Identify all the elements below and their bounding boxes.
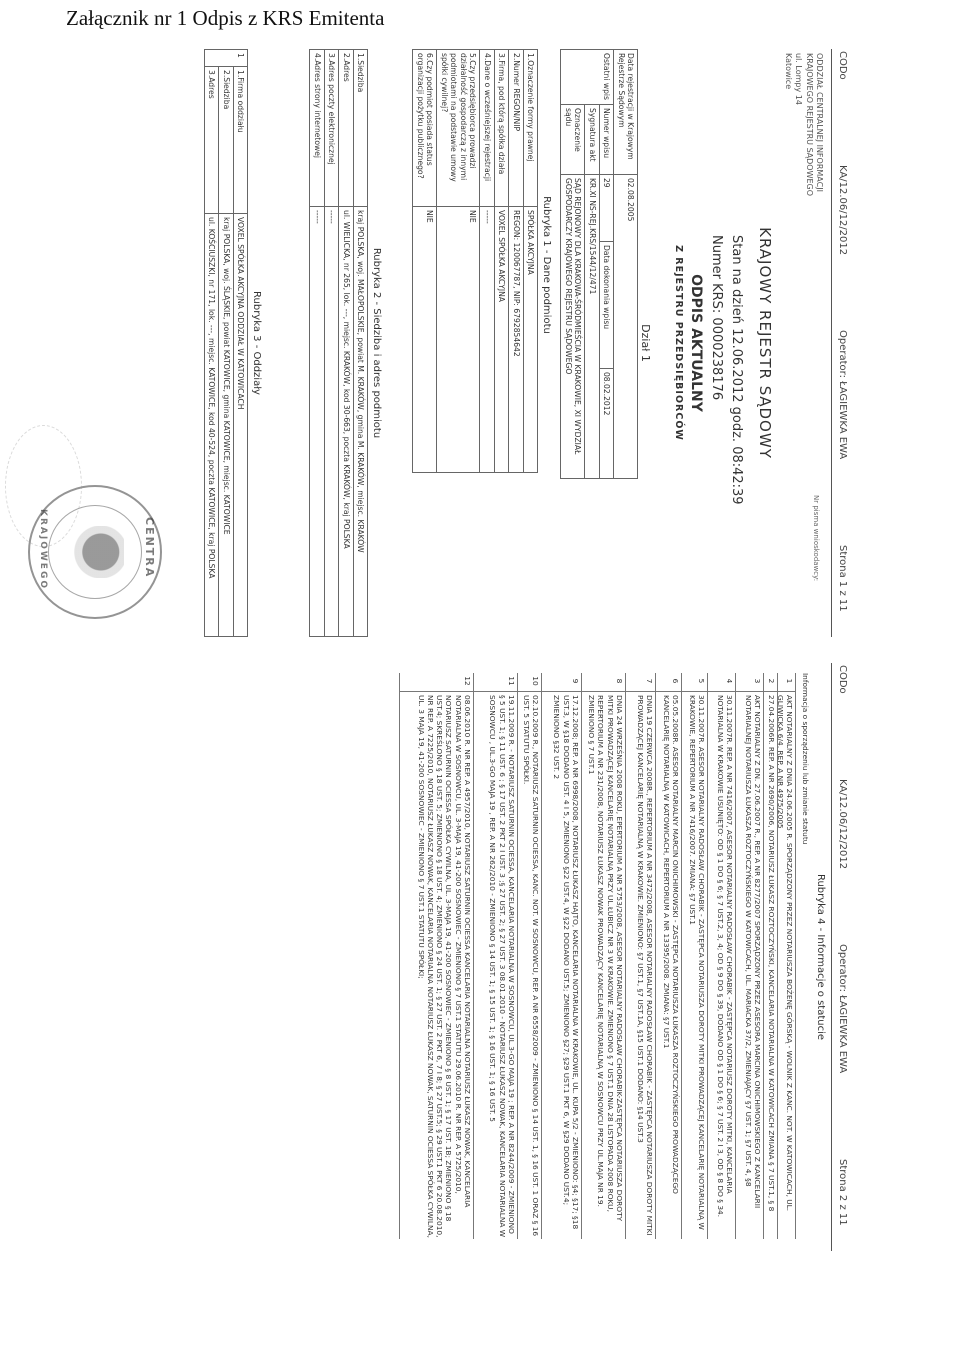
entry-text: AKT NOTARIALNY Z DNIA 24.06.2005 R. SPORZĄDZONY PRZEZ NOTARIUSZA BOŻENĘ GÓRSKĄ - WOLNIK Z KANC. NOT. W KATOWICACH, UL. GLIWICKA 6/4, REP. A NR 4975/2005 [775,695,794,1212]
case-ref-value: KR.XI NS-REJ.KRS/1544/12/471 [585,174,599,478]
field-value: NIE [437,207,480,473]
field-label: 2.Adres [339,50,353,207]
entry-separator [399,673,400,1239]
field-label: 2.Siedziba [219,67,233,214]
table-row [413,50,437,473]
reg-date-label: Data rejestracji w Krajowym Rejestrze Sądowym [614,50,638,175]
entry-number-label: Numer wpisu [599,105,613,175]
field-value: kraj POLSKA, woj. ŚLĄSKIE, powiat KATOWICE, gmina KATOWICE, miejsc. KATOWICE [219,214,233,637]
court-label: Oznaczenie sądu [561,105,585,175]
header-code: CODo [837,51,848,80]
field-value: ul. KOŚCIUSZKI, nr 171, lok. ---, miejsc. KATOWICE, kod 40-524, poczta KATOWICE, kraj POLSKA [204,214,218,637]
entry-text: 17.12.2008; REP. A NR 6998/2008, NOTARIUSZ ŁUKASZ HAJTO, KANCELARIA NOTARIALNA W KRAKOWIE, UL. KUPA 5/2 - ZMIENIONO: §4; §17; §18 UST.3, W §18 DODANO UST. 4 I 5, ZMIENIONO §22 UST.4, W §22 DODANO UST.5; ZMIENIONO §27; §29 UST.1 PKT 6, W §29 DODANO UST.4; ZMIENIONO §32 UST. 2 [552,695,580,1230]
entry-text: 30.11.2007R. ASESOR NOTARIALNY RADOSŁAW CHORABIK - ZASTĘPCA NOTARIUSZA DOROTY MITKI PROWADZĄCEJ KANCELARIĘ NOTARIALNĄ W KRAKOWIE, REPERTORIUM A NR 7416/2007. ZMIANA: §7 UST.1 [687,695,706,1230]
field-label: 1.Oznaczenie formy prawnej [523,50,537,207]
field-label: 3.Adres [204,67,218,214]
entry-number: 2 [767,678,776,684]
table-row [219,50,233,637]
stan-line: Stan na dzień 12.06.2012 godz. 08:42:39 [729,235,744,505]
rubryka1-table [412,49,538,473]
entry-number: 6 [671,678,680,684]
entry-text: 08.06.2010 R. NR REP. A 4957/2010, NOTARIUSZ SATURNIN OCIESSA KANCELARIA NOTARIALNA NOTARIUSZ ŁUKASZ NOWAK, KANCELARIA NOTARIALNA W SOSNOWCU, UL. 3-MAJA 19, 41-200 SOSNOWIEC - ZMIENIONO § 7 UST.1 STATUTU 29.06.2010 R. NR REP. A 5725/2010, NOTARIUSZ SATURNIN OCIESSA SPÓŁKA CYWILNA, UL. 3-MAJA 19, 41-200 SOSNOWIEC - ZMIENIONO § 8 UST. 1; § 17 UST. 1B; ZMIENIONO § 18 UST.4; SKREŚLONO § 18 UST. 5; ZMIENIONO § 18 UST. 4; ZMIENIONO § 24 UST. 1; § 27 UST. 2 PKT 6, 7 I 8; § 27 UST.5; § 29 UST.1 PKT 6 20.08.2010, NR REP. A 7225/2010, NOTARIUSZ ŁUKASZ NOWAK, KANCELARIA NOTARIALNA NOTARIUSZ ŁUKASZ NOWAK, SATURNIN OCIESSA SPÓŁKA CYWILNA, UL. 3 MAJA 19, 41-200 SOSNOWIEC - ZMIENIONO § 7 UST.1 STATUTU SPÓŁKI; [416,695,472,1238]
entry-separator [763,673,764,1239]
table-row [494,50,508,473]
table-row [480,50,494,473]
registry-title: KRAJOWY REJESTR SĄDOWY [756,227,774,459]
table-row [233,50,247,637]
list-item [775,673,794,1239]
entry-separator [517,673,518,1239]
entry-separator [681,673,682,1239]
field-label: 1.Firma oddziału [233,67,247,214]
field-label: 3.Adres poczty elektronicznej [324,50,338,207]
list-item [474,673,516,1239]
field-value: VOXEL SPÓŁKA AKCYJNA [494,207,508,473]
field-label: 4.Dane o wcześniejszej rejestracji [480,50,494,207]
field-value: ----- [310,207,324,637]
entry-text: 02.10.2009 R., NOTARIUSZ SATURNIN OCIESSA, KANC. NOT. W SOSNOWCU, REP. A NR 6558/2009 - ZMIENIONO § 14 UST. 1, § 16 UST. 1 ORAZ § 16 UST. 5 STATUTU SPÓŁKI. [521,695,540,1237]
entry-text: DNIA 19 CZERWCA 2008R., REPERTORIUM A NR 3472/2008, ASESOR NOTARIALNY RADOSŁAW CHORABIK - ZASTĘPCA NOTARIUSZA DOROTY MITKI PROWADZĄCEJ KANCELARIĘ NOTARIALNĄ W KRAKOWIE. ZMIENIONO: §7 UST.1, §7 UST.1A, §15 UST.1 DODANO: §14 UST.3 [635,695,654,1236]
entry-number: 12 [463,676,472,686]
case-ref-label: Sygnatura akt [585,105,599,175]
list-item [582,673,624,1239]
field-label: 4.Adres strony internetowej [310,50,324,207]
rejestr-przedsiebiorcow: Z REJESTRU PRZEDSIĘBIORCÓW [673,245,684,441]
table-row [204,50,218,637]
entry-separator [655,673,656,1239]
entry-number: 4 [725,678,734,684]
table-row [509,50,523,473]
stamp-text-bottom: KRAJOWEGO [38,509,48,590]
list-item [656,673,680,1239]
list-item [542,673,580,1239]
entry-number: 11 [507,676,516,686]
document-title: Załącznik nr 1 Odpis z KRS Emitenta [66,6,385,30]
entry-text: 19.11.2009 R. - NOTARIUSZ SATURNIN OCIESSA, KANCELARIA NOTARIALNA W SOSNOWCU, UL.3-GO MAJA 19 ; REP. A NR 8244/2009 - ZMIENIONO § 5 UST. 1; § 11 UST. 6 ; § 17 UST. 2 PKT 2 I UST. 3 ;§ 27 UST. 2; § 27 UST. 3 08.01.2010 - NOTARIUSZ ŁUKASZ NOWAK, KANCELARIA NOTARIALNA W SOSNOWCU , UL.3-GO MAJA 19 , REP. A NR 262/2010 - ZMIENIONO § 14 UST. 1; § 15 UST. 1; § 16 UST. 1; § 16 UST. 5 [488,695,516,1238]
eagle-emblem-icon [66,526,124,578]
reg-date-value: 02.08.2005 [614,174,638,478]
entry-separator [707,673,708,1239]
entry-text: 05.05.2008R. ASESOR NOTARIALNY MARCIN ONICHIMOWSKI - ZASTĘPCA NOTARIUSZA ŁUKASZA ROZTOCZYŃSKIEGO PROWADZĄCEGO KANCELARIĘ NOTARIALNĄ W KATOWICACH, REPERTORIUM A NR 13395/2008. ZMIANA: §7 UST.1 [661,695,680,1194]
entry-number: 10 [531,676,540,686]
entry-text: AKT NOTARIALNY Z DN. 27.06.2007 R., REP. A NR 8277/2007 SPORZĄDZONY PRZEZ ASESORA MARCINA ONICHIMOWSKIEGO Z KANCELARII NOTARIALNEJ NOTARIUSZA ŁUKASZA ROZTOCZYŃSKIEGO W KATOWICACH, UL. MARIACKA 37/2, ZMIENIAJĄCY §7 UST. 1; §7 UST. 4, §8 [743,695,762,1209]
entry-separator [473,673,474,1239]
entry-number: 7 [645,678,654,684]
entry-column-divider [400,691,796,692]
header-rule [831,49,832,637]
rubryka3-title: Rubryka 3 - Oddziały [251,291,262,395]
entry-date-label: Data dokonania wpisu [599,241,613,368]
header-rule [831,663,832,1251]
entry-separator [795,673,796,1239]
field-value: SPÓŁKA AKCYJNA [523,207,537,473]
nr-pisma: Nr pisma wnioskodawcy: [812,495,820,582]
list-item [626,673,654,1239]
entry-separator [581,673,582,1239]
org-block [782,53,824,196]
statute-side-label: Informacja o sporządzeniu lub zmianie statutu [801,673,810,845]
list-item [682,673,706,1239]
rubryka2-table [309,49,368,637]
org-line: ODDZIAŁ CENTRALNEJ INFORMACJI [815,53,824,192]
field-value: VOXEL SPÓŁKA AKCYJNA ODDZIAŁ W KATOWICACH [233,214,247,637]
entry-number: 5 [697,678,706,684]
entry-number-value: 29 [599,174,613,241]
table-row [324,50,338,637]
table-row [339,50,353,637]
field-label: 5.Czy przedsiębiorca prowadzi działalność gospodarczą z innymi podmiotami na podstawie umowy spółki cywilnej? [437,50,480,207]
entry-separator [735,673,736,1239]
list-item [764,673,776,1239]
table-row [523,50,537,473]
field-value: ----- [324,207,338,637]
table-row [353,50,367,637]
field-label: 2.Numer REGON/NIP [509,50,523,207]
rubryka4-title: Rubryka 4 - Informacje o statucie [815,873,826,1041]
org-line: Katowice [783,53,793,90]
rubryka1-title: Rubryka 1 - Dane podmiotu [541,196,552,334]
header-ref: KA/12.06/12/2012 [837,779,848,870]
entry-separator [625,673,626,1239]
field-label: 6.Czy podmiot posiada status organizacji pożytku publicznego? [413,50,437,207]
org-line: ul. Lompy 14 [794,53,804,105]
krs-page-2 [6,659,852,1255]
field-value: REGON: 120067787, NIP: 6792854642 [509,207,523,473]
field-label: 1.Siedziba [353,50,367,207]
table-row [437,50,480,473]
entry-text: 27.04.2006R. REP. A NR 2690/2006, NOTARIUSZ ŁUKASZ ROZTOCZYŃSKI, KANCELARIA NOTARIALNA W KATOWICACH ZMIANA § 7 UST.1, § 8 [767,695,776,1212]
list-item [708,673,734,1239]
org-line: KRAJOWEGO REJESTRU SĄDOWEGO [804,53,814,197]
entry-text: DNIA 24 WRZEŚNIA 2008 ROKU, EPERTORIUM A NR 5753/2008, ASESOR NOTARIALNY RADOSŁAW CHORABIK-ZASTĘPCA NOTARIUSZA DOROTY MITKI PROWADZĄCEJ KANCELARIĘ NOTARIALNĄ PRZY UL.ŁUBICZ NR 3 W KRAKOWIE. ZMIENIONO § 7 UST.1 DNIA 28 LISTOPADA 2008 ROKU, REPERTORIUM A NR 231/2008, NOTARIUSZ ŁUKASZ NOWAK PROWADZĄCY KANCELARIĘ NOTARIALNĄ W SOSNOWCU PRZY UL.MAJA NR 19. ZMIENIONO § 7 UST.1 [587,695,624,1222]
field-value: ul. WIELICKA, nr 265, lok. ---, miejsc. KRAKÓW, kod 30-663, poczta KRAKÓW, kraj POLSKA [339,207,353,637]
krs-page-1 [6,45,852,641]
header-code: CODo [837,665,848,694]
entry-number: 9 [571,678,580,684]
list-item [400,673,472,1239]
header-operator: Operator: ŁAGIEWKA EWA [837,944,848,1074]
dzial-heading: Dział 1 [639,324,652,362]
entry-text: 30.11.2007R. REP. A NR 7416/2007, ASESOR NOTARIALNY RADOSŁAW CHORABIK - ZASTĘPCA NOTARIUSZ DOROTY MITKI, KANCELARIA NOTARIALNA W KRAKOWIE USUNIĘTO: OD § 1 DO § 6; § 7 UST.2, 3, 4; OD § 9 DO § 39, DODANO OD § 1 DO § 6; § 7 UST. 2 I 3, OD § 8 DO § 34. [715,695,734,1218]
court-value: SĄD REJONOWY DLA KRAKOWA-ŚRÓDMIEŚCIA W KRAKOWIE, XI WYDZIAŁ GOSPODARCZY KRAJOWEGO REJESTRU SĄDOWEGO [561,174,585,478]
rubryka2-title: Rubryka 2 - Siedziba i adres podmiotu [371,247,382,439]
list-item [736,673,762,1239]
last-entry-label: Ostatni wpis [561,50,614,105]
odpis-aktualny: ODPIS AKTUALNY [688,274,704,412]
entry-date-value: 08.02.2012 [599,368,613,478]
entry-number: 8 [615,678,624,684]
entry-separator [777,673,778,1239]
entry-number: 3 [753,678,762,684]
entry-number: 1 [785,678,794,684]
list-item [518,673,540,1239]
rubryka3-table [204,49,248,637]
entry-separator [541,673,542,1239]
field-label: 3.Firma, pod którą spółka działa [494,50,508,207]
header-page: Strona 2 z 11 [837,1159,848,1226]
table-row [310,50,324,637]
faint-stamp-mark [5,425,82,547]
krs-number: Numer KRS: 0000238176 [709,235,724,401]
registration-table [560,49,638,479]
header-ref: KA/12.06/12/2012 [837,165,848,256]
field-value: ----- [480,207,494,473]
branch-index: 1 [204,50,247,67]
header-operator: Operator: ŁAGIEWKA EWA [837,330,848,460]
field-value: kraj POLSKA, woj. MAŁOPOLSKIE, powiat M. KRAKÓW, gmina M. KRAKÓW, miejsc. KRAKÓW [353,207,367,637]
stamp-text-top: CENTRA [143,517,156,579]
header-page: Strona 1 z 11 [837,545,848,612]
field-value: NIE [413,207,437,473]
